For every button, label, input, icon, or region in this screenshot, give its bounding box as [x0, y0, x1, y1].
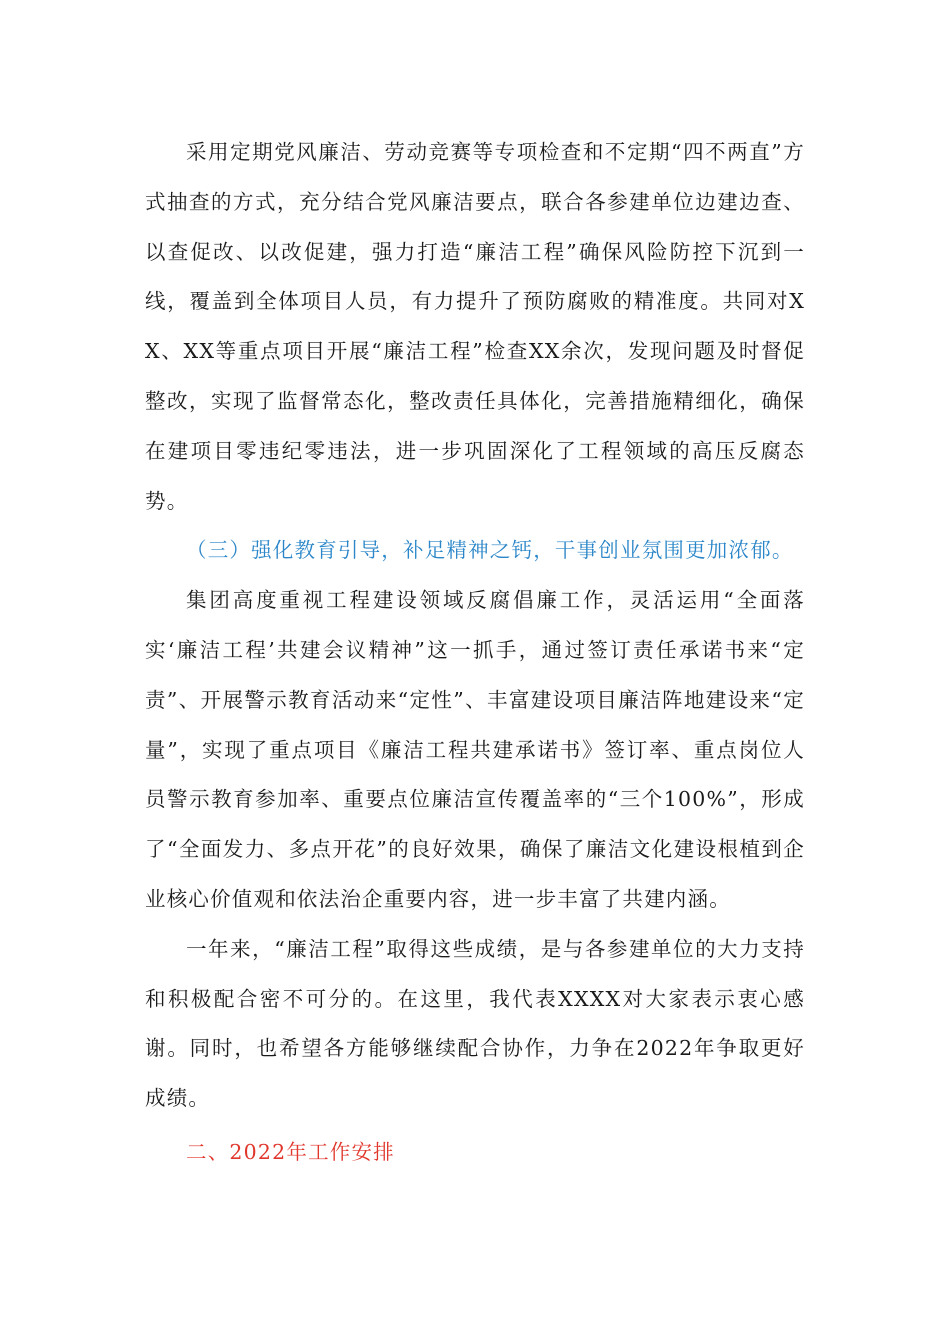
paragraph-education: 集团高度重视工程建设领域反腐倡廉工作，灵活运用“全面落实‘廉洁工程’共建会议精神”这一抓手，通过签订责任承诺书来“定责”、开展警示教育活动来“定性”、丰富建设项目廉洁阵地建设来“定量”，实现了重点项目《廉洁工程共建承诺书》签订率、重点岗位人员警示教育参加率、重要点位廉洁宣传覆盖率的“三个100%”，形成了“全面发力、多点开花”的良好效果，确保了廉洁文化建设根植到企业核心价值观和依法治企重要内容，进一步丰富了共建内涵。: [145, 588, 805, 911]
paragraph-thanks: 一年来，“廉洁工程”取得这些成绩，是与各参建单位的大力支持和积极配合密不可分的。在这里，我代表XXXX对大家表示衷心感谢。同时，也希望各方能够继续配合协作，力争在2022年争取更好成绩。: [145, 936, 805, 1111]
document-body: [145, 128, 805, 1178]
part-heading-2022-plan: 二、2022年工作安排: [186, 1139, 395, 1164]
section-heading-education: （三）强化教育引导，补足精神之钙，干事创业氛围更加浓郁。: [186, 538, 794, 563]
paragraph-inspection: 采用定期党风廉洁、劳动竞赛等专项检查和不定期“四不两直”方式抽查的方式，充分结合党风廉洁要点，联合各参建单位边建边查、以查促改、以改促建，强力打造“廉洁工程”确保风险防控下沉到一线，覆盖到全体项目人员，有力提升了预防腐败的精准度。共同对XX、XX等重点项目开展“廉洁工程”检查XX余次，发现问题及时督促整改，实现了监督常态化，整改责任具体化，完善措施精细化，确保在建项目零违纪零违法，进一步巩固深化了工程领域的高压反腐态势。: [145, 140, 805, 513]
